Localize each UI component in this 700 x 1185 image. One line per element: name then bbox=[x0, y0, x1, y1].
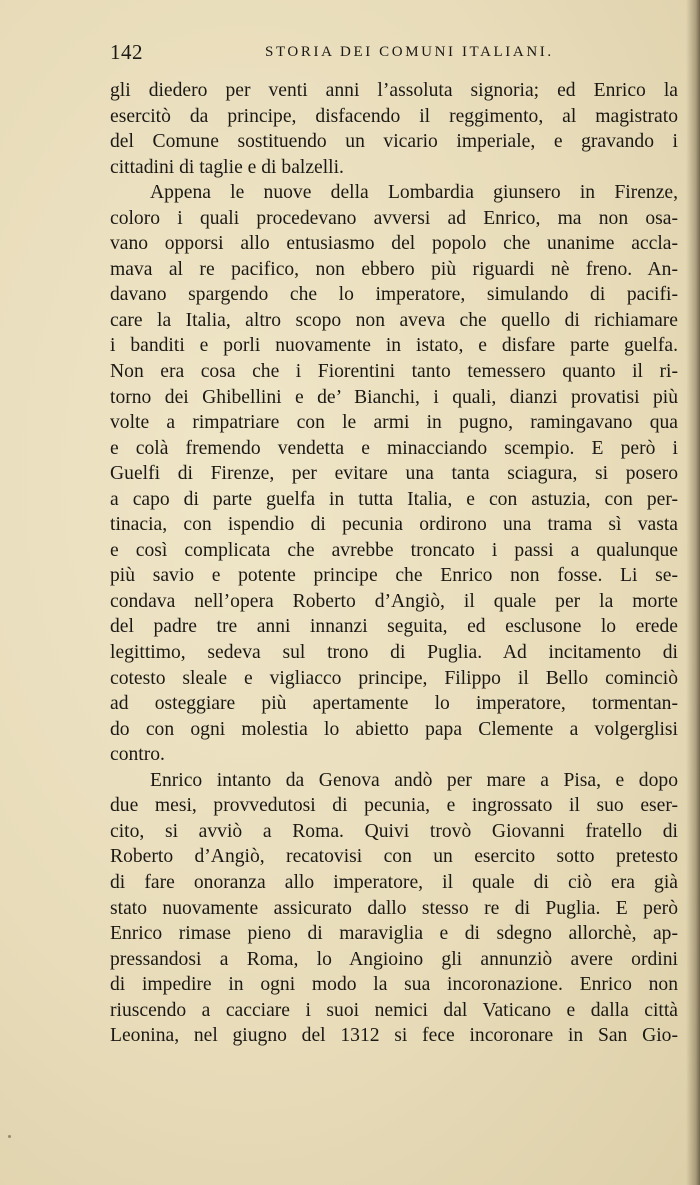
text-line: più savio e potente principe che Enrico non fosse. Li se- bbox=[110, 565, 678, 587]
text-line: do con ogni molestia lo abietto papa Clemente a volgerglisi bbox=[110, 718, 678, 740]
text-line: Enrico rimase pieno di maraviglia e di sdegno allorchè, ap- bbox=[110, 923, 678, 945]
text-line: Leonina, nel giugno del 1312 si fece incoronare in San Gio- bbox=[110, 1025, 678, 1047]
text-line: gli diedero per venti anni l’assoluta signoria; ed Enrico la bbox=[110, 80, 678, 101]
text-line: Appena le nuove della Lombardia giunsero in Firenze, bbox=[150, 182, 678, 204]
text-line: esercitò da principe, disfacendo il reggimento, al magistrato bbox=[110, 105, 678, 127]
paper-speck bbox=[8, 1135, 11, 1138]
text-line: di fare onoranza allo imperatore, il quale di ciò era già bbox=[110, 871, 678, 893]
text-line: cittadini di taglie e di balzelli. bbox=[110, 156, 344, 178]
page-edge-shadow bbox=[686, 0, 700, 1185]
text-line: coloro i quali procedevano avversi ad Enrico, ma non osa- bbox=[110, 207, 678, 229]
text-line: stato nuovamente assicurato dallo stesso re di Puglia. E però bbox=[110, 897, 678, 919]
text-line: del padre tre anni innanzi seguita, ed esclusone lo erede bbox=[110, 616, 678, 638]
text-line: a capo di parte guelfa in tutta Italia, e con astuzia, con per- bbox=[110, 488, 678, 510]
text-line: i banditi e porli nuovamente in istato, e disfare parte guelfa. bbox=[110, 335, 678, 357]
text-line: pressandosi a Roma, lo Angioino gli annunziò avere ordini bbox=[110, 948, 678, 970]
text-line: due mesi, provvedutosi di pecunia, e ingrossato il suo eser- bbox=[110, 795, 678, 817]
text-line: Non era cosa che i Fiorentini tanto temessero quanto il ri- bbox=[110, 361, 678, 383]
text-line: Guelfi di Firenze, per evitare una tanta sciagura, si posero bbox=[110, 463, 678, 485]
text-line: riuscendo a cacciare i suoi nemici dal Vaticano e dalla città bbox=[110, 999, 678, 1021]
text-line: care la Italia, altro scopo non aveva che quello di richiamare bbox=[110, 309, 678, 331]
page-number: 142 bbox=[110, 40, 143, 64]
text-line: Enrico intanto da Genova andò per mare a Pisa, e dopo bbox=[150, 769, 678, 791]
text-line: contro. bbox=[110, 744, 165, 766]
text-line: condava nell’opera Roberto d’Angiò, il quale per la morte bbox=[110, 590, 678, 612]
text-line: legittimo, sedeva sul trono di Puglia. Ad incitamento di bbox=[110, 642, 678, 664]
text-line: torno dei Ghibellini e de’ Bianchi, i quali, dianzi provatisi più bbox=[110, 386, 678, 408]
text-line: cito, si avviò a Roma. Quivi trovò Giovanni fratello di bbox=[110, 820, 678, 842]
text-line: di impedire in ogni modo la sua incoronazione. Enrico non bbox=[110, 974, 678, 996]
text-line: cotesto sleale e vigliacco principe, Filippo il Bello cominciò bbox=[110, 667, 678, 689]
text-line: del Comune sostituendo un vicario imperiale, e gravando i bbox=[110, 131, 678, 153]
text-line: volte a rimpatriare con le armi in pugno, ramingavano qua bbox=[110, 412, 678, 434]
text-line: Roberto d’Angiò, recatovisi con un esercito sotto pretesto bbox=[110, 846, 678, 868]
text-line: vano opporsi allo entusiasmo del popolo che unanime accla- bbox=[110, 233, 678, 255]
paragraph bbox=[110, 768, 678, 1049]
running-head: STORIA DEI COMUNI ITALIANI. bbox=[265, 44, 554, 60]
page-header bbox=[110, 40, 678, 70]
text-line: ad osteggiare più apertamente lo imperatore, tormentan- bbox=[110, 693, 678, 715]
body-text bbox=[110, 78, 678, 1049]
paragraph bbox=[110, 180, 678, 768]
text-line: e così complicata che avrebbe troncato i passi a qualunque bbox=[110, 539, 678, 561]
text-line: e colà fremendo vendetta e minacciando scempio. E però i bbox=[110, 437, 678, 459]
paragraph bbox=[110, 78, 678, 180]
text-line: tinacia, con ispendio di pecunia ordirono una trama sì vasta bbox=[110, 514, 678, 536]
text-line: davano spargendo che lo imperatore, simulando di pacifi- bbox=[110, 284, 678, 306]
text-line: mava al re pacifico, non ebbero più riguardi nè freno. An- bbox=[110, 258, 678, 280]
